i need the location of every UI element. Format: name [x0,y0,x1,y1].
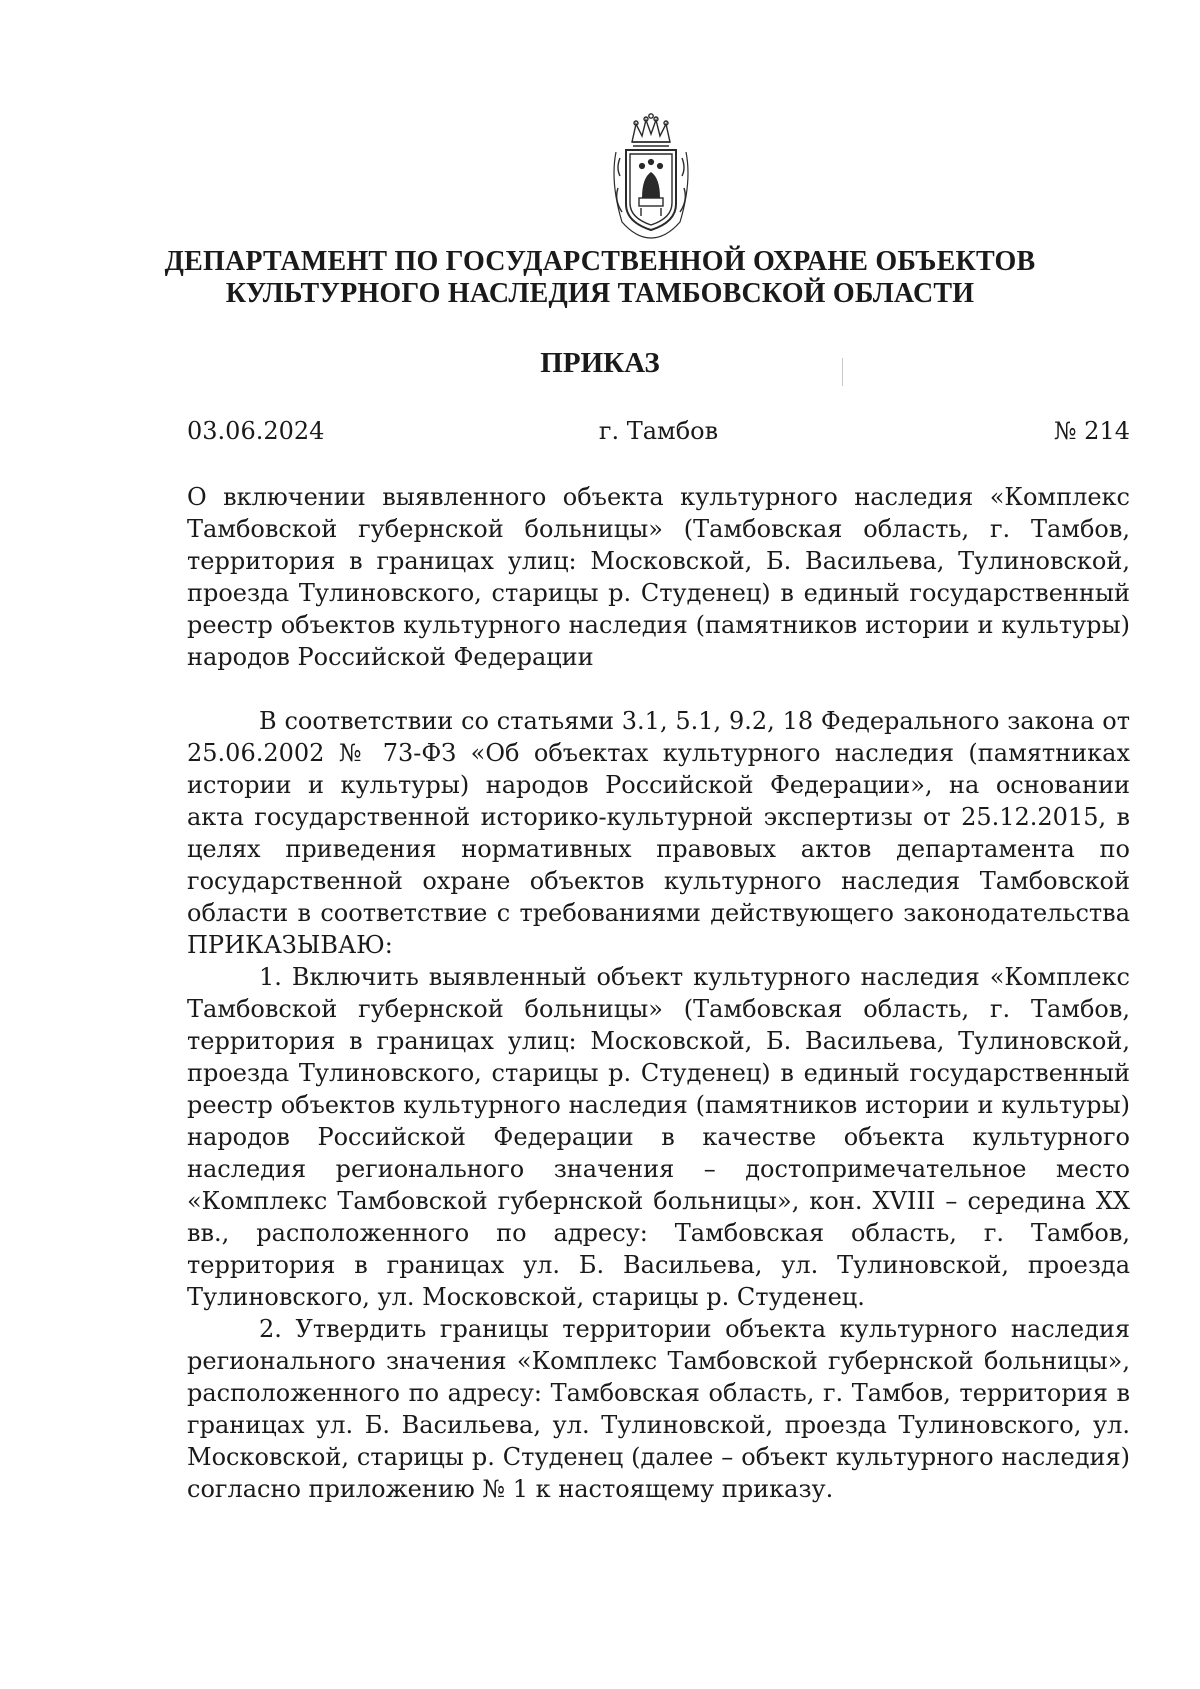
document-type-heading: ПРИКАЗ [540,347,660,379]
organization-title-line-2: КУЛЬТУРНОГО НАСЛЕДИЯ ТАМБОВСКОЙ ОБЛАСТИ [225,278,975,309]
scan-artifact [842,358,843,386]
document-number: № 214 [1053,417,1130,445]
organization-title-line-1: ДЕПАРТАМЕНТ ПО ГОСУДАРСТВЕННОЙ ОХРАНЕ ОБЪЕКТОВ [164,246,1036,277]
document-date: 03.06.2024 [187,417,325,445]
document-subject: О включении выявленного объекта культурного наследия «Комплекс Тамбовской губернской больницы» (Тамбовская область, г. Тамбов, территория в границах улиц: Московской, Б. Васильева, Тулиновской, проезда Тулиновского, старицы р. Студенец) в единый государственный реестр объектов культурного наследия (памятников истории и культуры) народов Российской Федерации [187,483,1130,671]
body-item-1: 1. Включить выявленный объект культурного наследия «Комплекс Тамбовской губернской больницы» (Тамбовская область, г. Тамбов, территория в границах улиц: Московской, Б. Васильева, Тулиновской, проезда Тулиновского, старицы р. Студенец) в единый государственный реестр объектов культурного наследия (памятников истории и культуры) народов Российской Федерации в качестве объекта культурного наследия регионального значения – достопримечательное место «Комплекс Тамбовской губернской больницы», кон. XVIII – середина XX вв., расположенного по адресу: Тамбовская область, г. Тамбов, территория в границах ул. Б. Васильева, ул. Тулиновской, проезда Тулиновского, ул. Московской, старицы р. Студенец. [187,963,1130,1311]
tambov-coat-of-arms-icon [602,112,700,240]
document-meta-row [187,415,1130,447]
document-city: г. Тамбов [598,417,719,445]
document-body [187,705,1130,1505]
organization-title [150,246,1050,310]
body-preamble: В соответствии со статьями 3.1, 5.1, 9.2, 18 Федерального закона от 25.06.2002 № 73-ФЗ «Об объектах культурного наследия (памятниках истории и культуры) народов Российской Федерации», на основании акта государственной историко-культурной экспертизы от 25.12.2015, в целях приведения нормативных правовых актов департамента по государственной охране объектов культурного наследия Тамбовской области в соответствие с требованиями действующего законодательства ПРИКАЗЫВАЮ: [187,707,1130,959]
body-item-2: 2. Утвердить границы территории объекта культурного наследия регионального значения «Комплекс Тамбовской губернской больницы», расположенного по адресу: Тамбовская область, г. Тамбов, территория в границах ул. Б. Васильева, ул. Тулиновской, проезда Тулиновского, ул. Московской, старицы р. Студенец (далее – объект культурного наследия) согласно приложению № 1 к настоящему приказу. [187,1315,1130,1503]
